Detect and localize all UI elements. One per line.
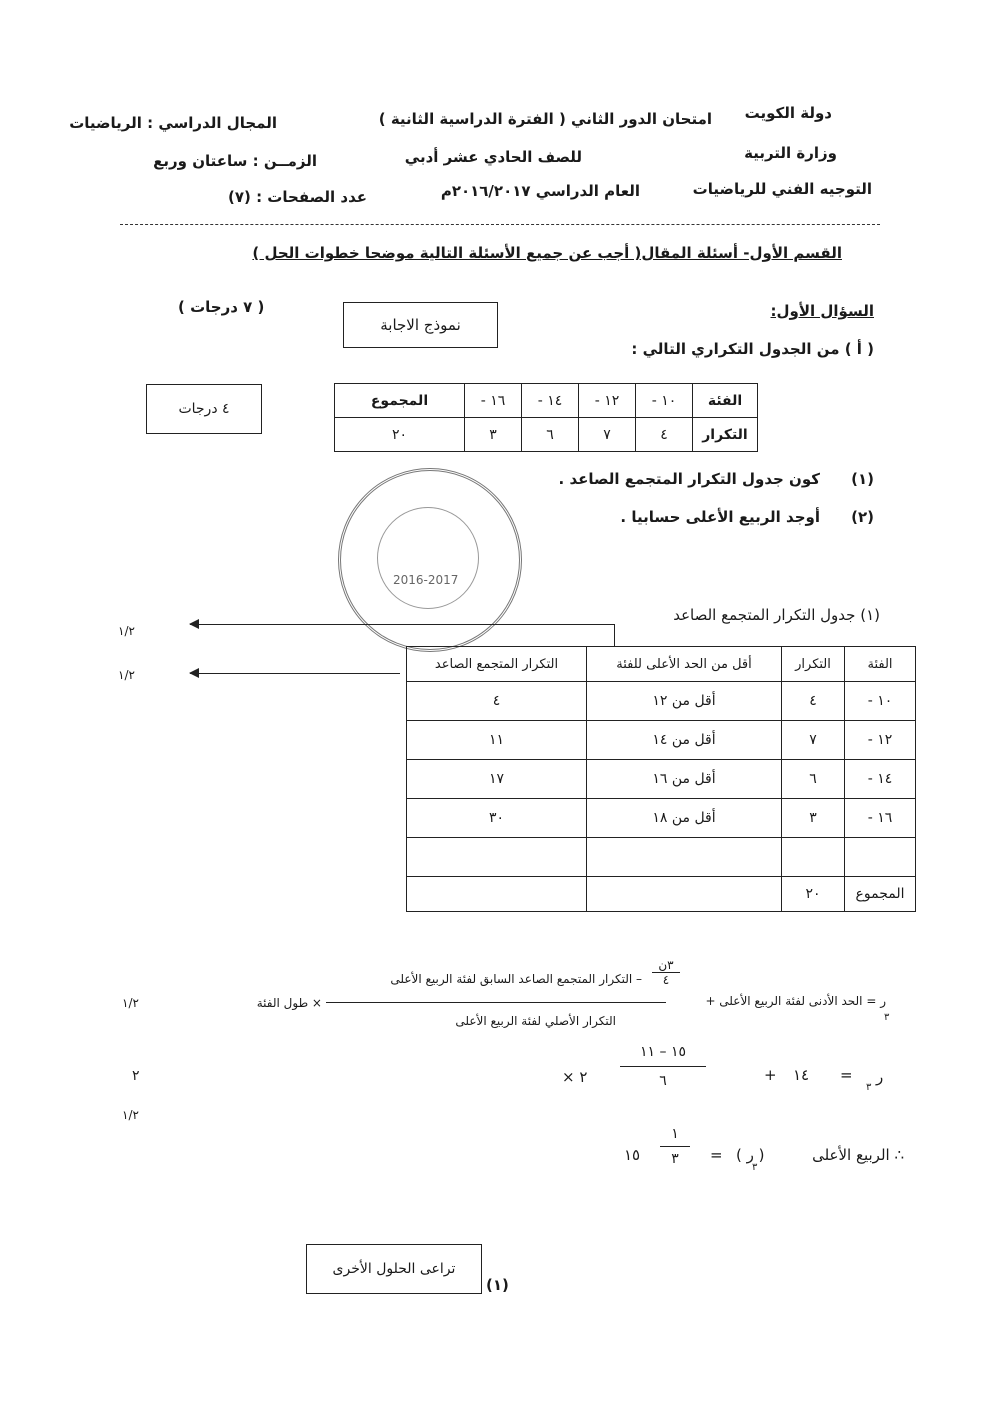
table-cell: ٧	[782, 721, 845, 760]
table-cell: أقل من ١٤	[587, 721, 782, 760]
arrow-connector	[614, 624, 615, 646]
sub-fraction	[620, 1044, 706, 1089]
task2-number: (٢)	[851, 508, 874, 526]
header-year: العام الدراسي ٢٠١٦/٢٠١٧م	[440, 182, 640, 200]
table-header-row	[407, 647, 916, 682]
table-cell: ٣	[782, 799, 845, 838]
table-cell: ٤	[636, 418, 693, 452]
page-number: (١)	[486, 1276, 509, 1294]
margin-mark: ١/٢	[122, 996, 139, 1010]
section-title: القسم الأول- أسئلة المقال( أجب عن جميع الأسئلة التالية موضحا خطوات الحل )	[252, 244, 842, 262]
table-row	[407, 682, 916, 721]
formula-lhs-subscript: ٣	[884, 1012, 890, 1023]
table-cell: أقل من ١٨	[587, 799, 782, 838]
formula-denominator: التكرار الأصلي لفئة الربيع الأعلى	[455, 1014, 616, 1028]
sub-lhs-subscript: ٣	[866, 1082, 872, 1093]
table-cell: ٣	[465, 418, 522, 452]
frequency-table	[334, 383, 758, 452]
table-row-empty	[407, 838, 916, 877]
table-cell: ٢٠	[335, 418, 465, 452]
margin-mark: ٢	[132, 1068, 140, 1084]
sub-plus: +	[764, 1066, 777, 1084]
result-equals: =	[710, 1146, 723, 1164]
result-whole: ١٥	[624, 1146, 641, 1164]
seal-emblem	[377, 507, 479, 609]
answer-heading: (١) جدول التكرار المتجمع الصاعد	[673, 606, 880, 624]
arrow-line	[190, 673, 400, 674]
part-marks-box	[146, 384, 262, 434]
table-cell	[407, 877, 587, 912]
table-cell: ١٤ -	[845, 760, 916, 799]
margin-mark: ١/٢	[118, 624, 135, 638]
task1-text: كون جدول التكرار المتجمع الصاعد .	[558, 470, 820, 488]
table-cell: ٣٠	[407, 799, 587, 838]
result-paren-subscript: ٣	[752, 1162, 758, 1173]
column-header: أقل من الحد الأعلى للفئة	[587, 647, 782, 682]
result-frac-top: ١	[671, 1126, 679, 1142]
table-cell: ١٤ -	[522, 384, 579, 418]
part-a-text: ( أ ) من الجدول التكراري التالي :	[631, 340, 874, 358]
part-marks-label: ٤ درجات	[178, 401, 230, 417]
formula-times-width: × طول الفئة	[256, 996, 322, 1010]
header-grade: للصف الحادي عشر أدبي	[404, 148, 582, 166]
total-label: المجموع	[845, 877, 916, 912]
result-paren: ( ر )	[736, 1146, 765, 1164]
table-cell: ١٧	[407, 760, 587, 799]
task1-number: (١)	[851, 470, 874, 488]
table-cell	[845, 838, 916, 877]
table-cell: أقل من ١٢	[587, 682, 782, 721]
table-cell	[782, 838, 845, 877]
header-country: دولة الكويت	[744, 104, 832, 122]
table-cell: ٦	[782, 760, 845, 799]
row-label-class: الفئة	[693, 384, 758, 418]
formula-n-top: ٣ن	[658, 958, 674, 972]
task2-text: أوجد الربيع الأعلى حسابيا .	[620, 508, 820, 526]
result-fraction	[660, 1126, 690, 1167]
table-row-total	[407, 877, 916, 912]
question-marks: ( ٧ درجات )	[178, 298, 265, 316]
result-frac-bottom: ٣	[660, 1146, 690, 1167]
sub-denominator: ٦	[620, 1066, 706, 1089]
total-value: ٢٠	[782, 877, 845, 912]
formula-n-bottom: ٤	[652, 972, 680, 987]
table-cell: ١٠ -	[636, 384, 693, 418]
formula-lhs: ر = الحد الأدنى لفئة الربيع الأعلى +	[705, 994, 886, 1008]
sub-equals: =	[840, 1066, 853, 1084]
seal-year: 2016-2017	[393, 573, 459, 587]
question-title: السؤال الأول:	[770, 302, 874, 320]
table-row	[407, 760, 916, 799]
footer-note: تراعى الحلول الأخرى	[332, 1261, 456, 1277]
table-cell: ١٦ -	[845, 799, 916, 838]
header-time: الزمــن : ساعتان وربع	[153, 152, 317, 170]
margin-mark: ١/٢	[118, 668, 135, 682]
formula-numerator-rest: – التكرار المتجمع الصاعد السابق لفئة الربيع الأعلى	[390, 972, 642, 986]
table-cell	[407, 838, 587, 877]
sub-lhs: ر	[876, 1068, 884, 1086]
table-cell: ٦	[522, 418, 579, 452]
table-row	[407, 799, 916, 838]
row-label-frequency: التكرار	[693, 418, 758, 452]
table-cell	[587, 838, 782, 877]
column-header: التكرار	[782, 647, 845, 682]
table-cell: ١٢ -	[845, 721, 916, 760]
formula-n-fraction	[652, 958, 680, 987]
table-cell: ٧	[579, 418, 636, 452]
table-cell-total-label: المجموع	[335, 384, 465, 418]
arrow-line	[190, 624, 615, 625]
header-subject: المجال الدراسي : الرياضيات	[69, 114, 277, 132]
column-header: الفئة	[845, 647, 916, 682]
footer-note-box	[306, 1244, 482, 1294]
sub-numerator: ١٥ – ١١	[640, 1044, 686, 1060]
model-answer-box	[343, 302, 498, 348]
table-cell: أقل من ١٦	[587, 760, 782, 799]
table-row	[335, 418, 758, 452]
table-cell: ١٦ -	[465, 384, 522, 418]
header-divider	[120, 224, 880, 225]
table-cell	[587, 877, 782, 912]
table-cell: ١١	[407, 721, 587, 760]
sub-times: × ٢	[562, 1068, 588, 1086]
header-directorate: التوجيه الفني للرياضيات	[692, 180, 872, 198]
margin-mark: ١/٢	[122, 1108, 139, 1122]
table-row	[335, 384, 758, 418]
table-row	[407, 721, 916, 760]
header-pages: عدد الصفحات : (٧)	[227, 188, 367, 206]
table-cell: ٤	[782, 682, 845, 721]
header-ministry: وزارة التربية	[744, 144, 837, 162]
table-cell: ١٠ -	[845, 682, 916, 721]
table-cell: ١٢ -	[579, 384, 636, 418]
column-header: التكرار المتجمع الصاعد	[407, 647, 587, 682]
cumulative-table	[406, 646, 916, 912]
formula-fraction-bar	[326, 1002, 666, 1003]
header-exam: امتحان الدور الثاني ( الفترة الدراسية الثانية )	[378, 110, 712, 128]
result-label: ∴ الربيع الأعلى	[812, 1146, 904, 1164]
table-cell: ٤	[407, 682, 587, 721]
model-answer-label: نموذج الاجابة	[380, 316, 461, 334]
sub-base: ١٤	[793, 1066, 810, 1084]
